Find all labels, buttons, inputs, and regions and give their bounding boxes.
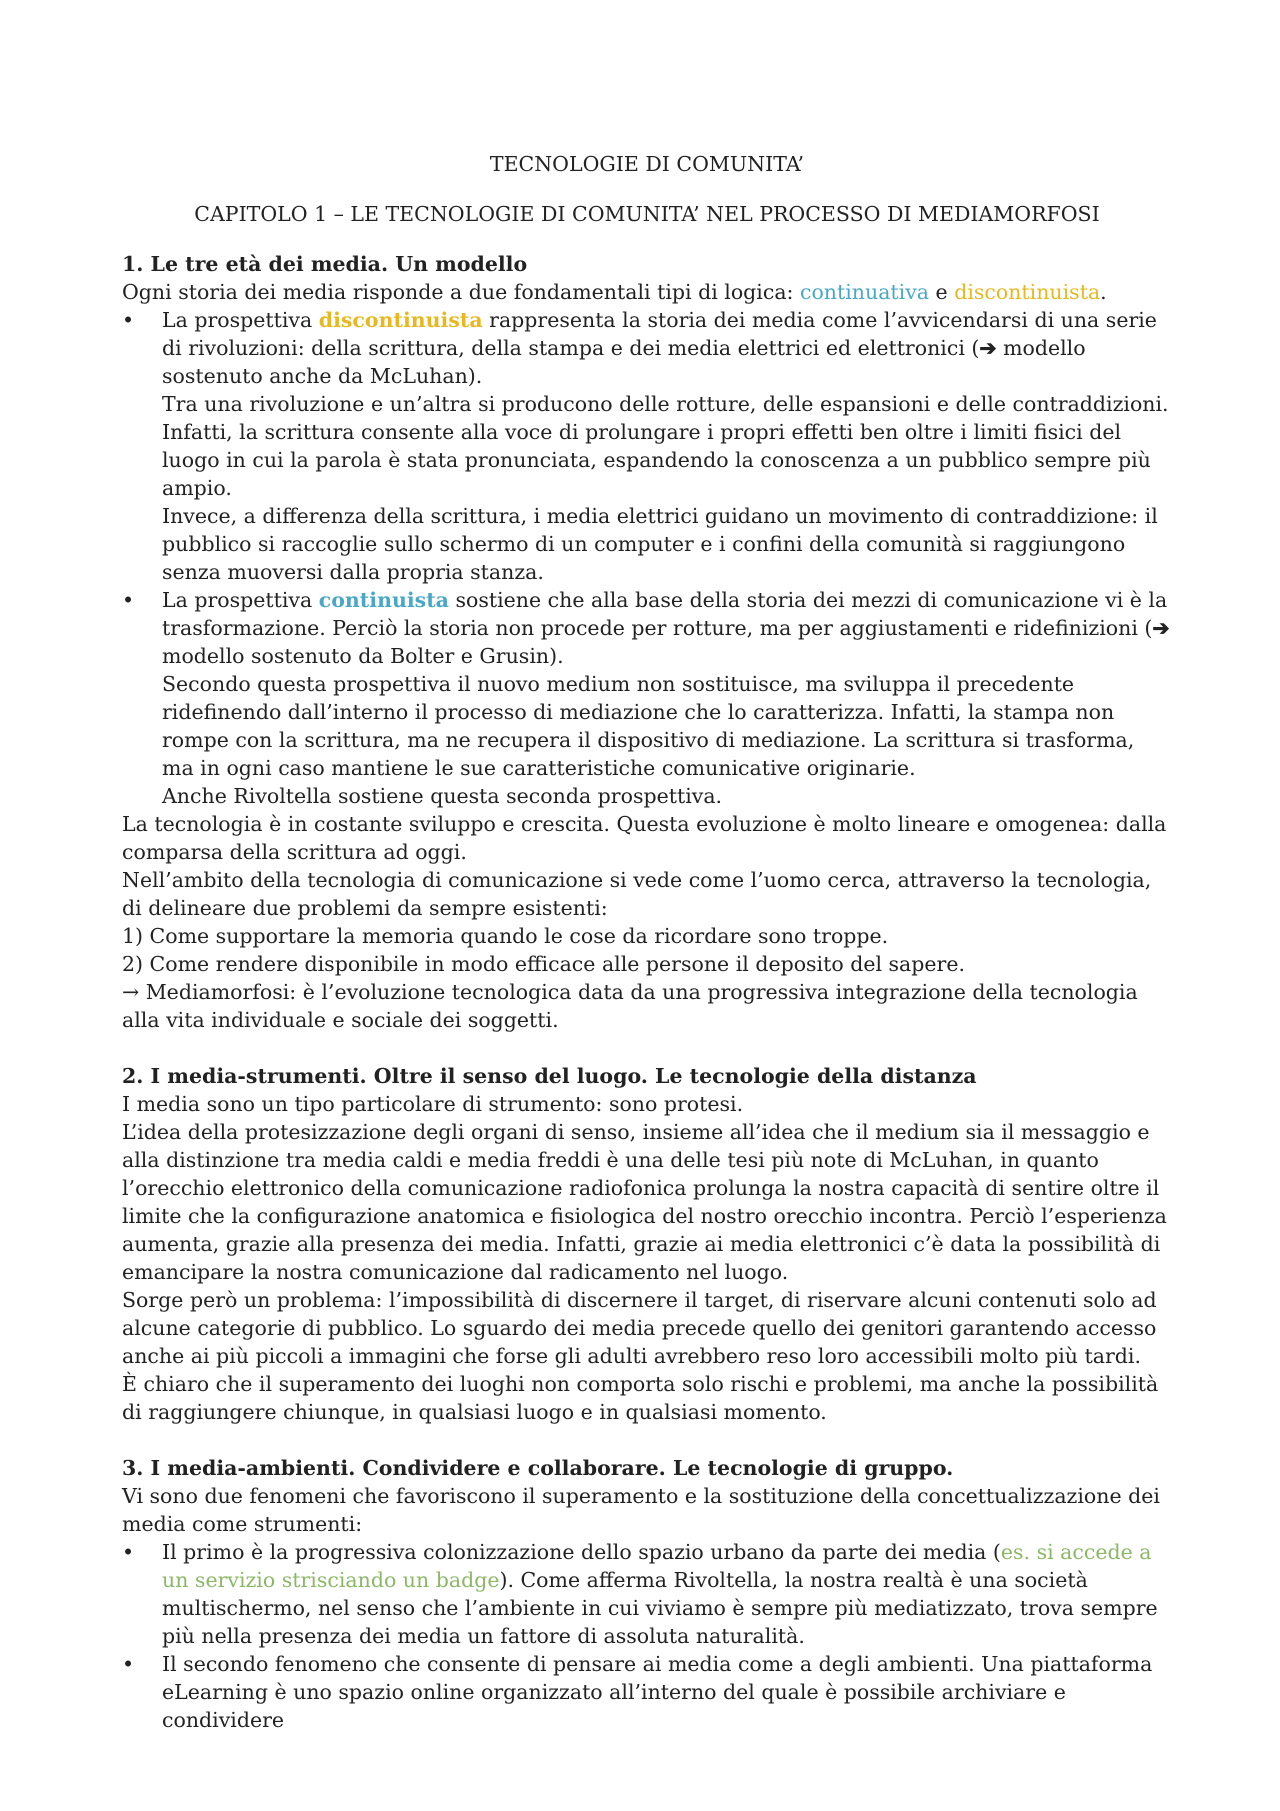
paragraph: Invece, a differenza della scrittura, i media elettrici guidano un movimento di contraddizione: il pubblico si raccoglie sullo schermo di un computer e i confini della comunità si raggiungono senza muoversi dalla propria stanza. (162, 504, 1158, 584)
chapter-title: CAPITOLO 1 – LE TECNOLOGIE DI COMUNITA’ NEL PROCESSO DI MEDIAMORFOSI (194, 202, 1100, 226)
bullet-icon: • (122, 1540, 135, 1564)
highlight-continuista-bold: continuista (318, 588, 449, 612)
list-item: • Il primo è la progressiva colonizzazione dello spazio urbano da parte dei media (es. si accede a un servizio strisciando un badge). Come afferma Rivoltella, la nostra realtà è una società multischermo, nel senso che l’ambiente in cui viviamo è sempre più mediatizzato, trova sempre più nella presenza dei media un fattore di assoluta naturalità. (122, 1540, 1158, 1648)
highlight-example: es. si accede a un servizio strisciando un badge (162, 1540, 1152, 1592)
highlight-discontinuista: discontinuista (954, 280, 1101, 304)
section-1-intro: Ogni storia dei media risponde a due fondamentali tipi di logica: continuativa e discontinuista. (122, 280, 1107, 304)
list-item: • Il secondo fenomeno che consente di pensare ai media come a degli ambienti. Una piattaforma eLearning è uno spazio online organizzato all’interno del quale è possibile archiviare e condividere (122, 1652, 1153, 1732)
bullet-icon: • (122, 1652, 135, 1676)
paragraph: Tra una rivoluzione e un’altra si producono delle rotture, delle espansioni e delle contraddizioni. Infatti, la scrittura consente alla voce di prolungare i propri effetti ben oltre i limiti fisici del luogo in cui la parola è stata pronunciata, espandendo la conoscenza a un pubblico sempre più ampio. (162, 392, 1169, 500)
section-2-heading: 2. I media-strumenti. Oltre il senso del luogo. Le tecnologie della distanza (122, 1064, 977, 1088)
paragraph: Sorge però un problema: l’impossibilità di discernere il target, di riservare alcuni contenuti solo ad alcune categorie di pubblico. Lo sguardo dei media precede quello dei genitori garantendo accesso anche ai più piccoli a immagini che forse gli adulti avrebbero reso loro accessibili molto più tardi. (122, 1288, 1157, 1368)
paragraph: I media sono un tipo particolare di strumento: sono protesi. (122, 1092, 744, 1116)
paragraph: La tecnologia è in costante sviluppo e crescita. Questa evoluzione è molto lineare e omogenea: dalla comparsa della scrittura ad oggi. (122, 812, 1167, 864)
paragraph: È chiaro che il superamento dei luoghi non comporta solo rischi e problemi, ma anche la possibilità di raggiungere chiunque, in qualsiasi luogo e in qualsiasi momento. (122, 1372, 1159, 1424)
section-1-heading: 1. Le tre età dei media. Un modello (122, 252, 528, 276)
highlight-continuativa: continuativa (799, 280, 930, 304)
paragraph: Nell’ambito della tecnologia di comunicazione si vede come l’uomo cerca, attraverso la tecnologia, di delineare due problemi da sempre esistenti: (122, 868, 1152, 920)
section-3-heading: 3. I media-ambienti. Condividere e collaborare. Le tecnologie di gruppo. (122, 1456, 954, 1480)
arrow-right-icon: ➔ (979, 336, 997, 360)
paragraph: Secondo questa prospettiva il nuovo medium non sostituisce, ma sviluppa il precedente ridefinendo dall’interno il processo di mediazione che lo caratterizza. Infatti, la stampa non rompe con la scrittura, ma ne recupera il dispositivo di mediazione. La scrittura si trasforma, ma in ogni caso mantiene le sue caratteristiche comunicative originarie. (162, 672, 1135, 780)
paragraph: 2) Come rendere disponibile in modo efficace alle persone il deposito del sapere. (122, 952, 965, 976)
section-1-list (122, 306, 1172, 810)
section-3-list (122, 1538, 1172, 1734)
paragraph: 1) Come supportare la memoria quando le cose da ricordare sono troppe. (122, 924, 889, 948)
list-item: • La prospettiva continuista sostiene che alla base della storia dei mezzi di comunicazione vi è la trasformazione. Perciò la storia non procede per rotture, ma per aggiustamenti e ridefinizioni (➔ modello sostenuto da Bolter e Grusin). Secondo questa prospettiva il nuovo medium non sostituisce, ma sviluppa il precedente ridefinendo dall’interno il processo di mediazione che lo caratterizza. Infatti, la stampa non rompe con la scrittura, ma ne recupera il dispositivo di mediazione. La scrittura si trasforma, ma in ogni caso mantiene le sue caratteristiche comunicative originarie. Anche Rivoltella sostiene questa seconda prospettiva. (122, 586, 1172, 810)
bullet-icon: • (122, 588, 135, 612)
paragraph: → Mediamorfosi: è l’evoluzione tecnologica data da una progressiva integrazione della tecnologia alla vita individuale e sociale dei soggetti. (122, 980, 1138, 1032)
document-title: TECNOLOGIE DI COMUNITA’ (489, 152, 805, 176)
paragraph: Vi sono due fenomeni che favoriscono il superamento e la sostituzione della concettualizzazione dei media come strumenti: (122, 1484, 1160, 1536)
document-page (122, 150, 1172, 1734)
paragraph: L’idea della protesizzazione degli organi di senso, insieme all’idea che il medium sia il messaggio e alla distinzione tra media caldi e media freddi è una delle tesi più note di McLuhan, in quanto l’orecchio elettronico della comunicazione radiofonica prolunga la nostra capacità di sentire oltre il limite che la configurazione anatomica e fisiologica del nostro orecchio incontra. Perciò l’esperienza aumenta, grazie alla presenza dei media. Infatti, grazie ai media elettronici c’è data la possibilità di emancipare la nostra comunicazione dal radicamento nel luogo. (122, 1120, 1167, 1284)
bullet-icon: • (122, 308, 135, 332)
list-item: • La prospettiva discontinuista rappresenta la storia dei media come l’avvicendarsi di una serie di rivoluzioni: della scrittura, della stampa e dei media elettrici ed elettronici (➔ modello sostenuto anche da McLuhan). Tra una rivoluzione e un’altra si producono delle rotture, delle espansioni e delle contraddizioni. Infatti, la scrittura consente alla voce di prolungare i propri effetti ben oltre i limiti fisici del luogo in cui la parola è stata pronunciata, espandendo la conoscenza a un pubblico sempre più ampio. Invece, a differenza della scrittura, i media elettrici guidano un movimento di contraddizione: il pubblico si raccoglie sullo schermo di un computer e i confini della comunità si raggiungono senza muoversi dalla propria stanza. (122, 306, 1172, 586)
highlight-discontinuista-bold: discontinuista (318, 308, 483, 332)
paragraph: Anche Rivoltella sostiene questa seconda prospettiva. (162, 784, 723, 808)
arrow-right-icon: ➔ (1152, 616, 1170, 640)
